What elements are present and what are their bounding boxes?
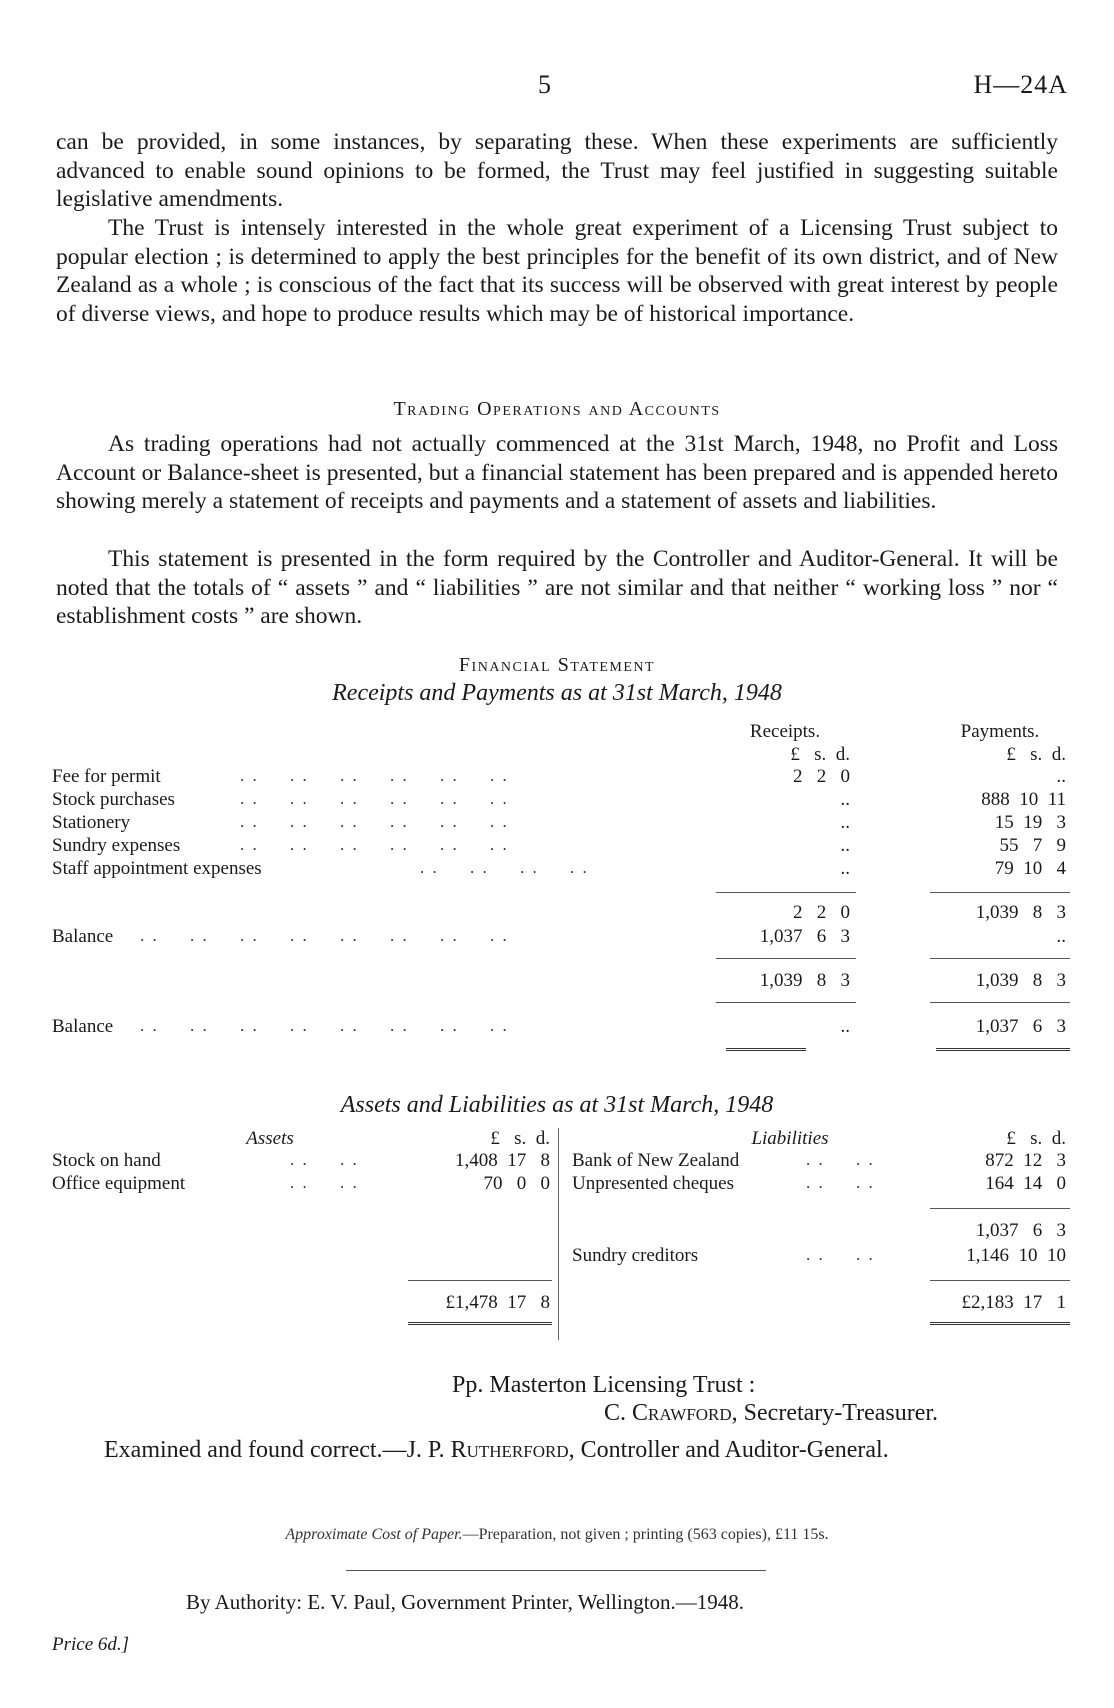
balance-label: Balance: [52, 926, 114, 947]
authority-line: By Authority: E. V. Paul, Government Printer, Wellington.—1948.: [186, 1590, 745, 1614]
double-rule: [936, 1048, 1070, 1051]
document-reference: H—24A: [973, 70, 1068, 99]
fin-row-label: Stock purchases: [52, 789, 175, 810]
balance-receipts: 1,037 6 3: [759, 926, 850, 947]
rule: [346, 1570, 766, 1571]
fin-row-label: Staff appointment expenses: [52, 858, 262, 879]
financial-subheading: Receipts and Payments as at 31st March, 1948: [332, 680, 782, 706]
paragraph-trust-interest: The Trust is intensely interested in the whole great experiment of a Licensing Trust subject to popular election ; is determined to apply the best principles for the benefit of its own district, and of New Zealand as a whole ; is conscious of the fact that its success will be observed with great interest by people of diverse views, and hope to produce results which may be of historical importance.: [56, 215, 1058, 327]
leader-dots: . . . . . . . . . . . .: [240, 766, 509, 785]
leader-dots: . . . .: [806, 1150, 875, 1169]
leader-dots: . . . .: [290, 1150, 359, 1169]
financial-heading: Financial Statement: [458, 654, 656, 676]
leader-dots: . . . .: [806, 1173, 875, 1192]
asset-amount: 1,408 17 8: [455, 1150, 550, 1171]
liability-amount: 872 12 3: [985, 1150, 1066, 1171]
liability-label: Unpresented cheques: [572, 1173, 734, 1194]
subtotal-receipts: 2 2 0: [793, 902, 850, 923]
trading-heading: Trading Operations and Accounts: [393, 398, 721, 420]
fin-row-payments: 79 10 4: [994, 858, 1066, 879]
sundry-creditors-label: Sundry creditors: [572, 1245, 699, 1266]
assets-currency: £ s. d.: [490, 1128, 550, 1149]
assets-liabilities-heading: Assets and Liabilities as at 31st March, 1948: [340, 1092, 774, 1118]
liabilities-subtotal: 1,037 6 3: [975, 1220, 1066, 1241]
fin-row-label: Fee for permit: [52, 766, 161, 787]
fin-row-receipts: ..: [840, 835, 850, 856]
auditor-name: J. P. Rutherford: [406, 1437, 569, 1463]
leader-dots: . . . .: [290, 1173, 359, 1192]
fin-row-receipts: ..: [840, 812, 850, 833]
cost-note-label: Approximate Cost of Paper.: [285, 1526, 463, 1543]
leader-dots: . . . .: [806, 1245, 875, 1264]
price-note: Price 6d.]: [52, 1634, 130, 1655]
balance-payments: ..: [1056, 926, 1066, 947]
rule: [716, 892, 856, 893]
fin-row-payments: 888 10 11: [981, 789, 1066, 810]
rule: [716, 958, 856, 959]
rule: [930, 892, 1070, 893]
liabilities-column-heading: Liabilities: [751, 1128, 829, 1149]
auditor-title: , Controller and Auditor-General.: [568, 1437, 889, 1463]
liabilities-total: £2,183 17 1: [961, 1292, 1066, 1313]
balance2-receipts: ..: [840, 1016, 850, 1037]
assets-column-heading: Assets: [246, 1128, 294, 1149]
rule: [408, 1280, 552, 1281]
total-payments: 1,039 8 3: [975, 970, 1066, 991]
fin-row-payments: 55 7 9: [999, 835, 1066, 856]
subtotal-payments: 1,039 8 3: [975, 902, 1066, 923]
leader-dots: . . . . . . . . . . . .: [240, 789, 509, 808]
liability-label: Bank of New Zealand: [572, 1150, 740, 1171]
fin-row-payments: ..: [1056, 766, 1066, 787]
rule: [930, 1002, 1070, 1003]
paragraph-statement-form: This statement is presented in the form required by the Controller and Auditor-General. It will be noted that the totals of “ assets ” and “ liabilities ” are not similar and that neither “ working loss ” nor “ establishment costs ” are shown.: [56, 546, 1058, 629]
asset-label: Office equipment: [52, 1173, 186, 1194]
leader-dots: . . . . . . . . . . . .: [240, 812, 509, 831]
receipts-currency: £ s. d.: [790, 744, 850, 765]
asset-label: Stock on hand: [52, 1150, 161, 1171]
pp-line: Pp. Masterton Licensing Trust :: [452, 1372, 756, 1398]
payments-column-header: Payments.: [960, 721, 1040, 742]
paragraph-trading: As trading operations had not actually commenced at the 31st March, 1948, no Profit and Loss Account or Balance-sheet is presented, but a financial statement has been prepared and is appended hereto showing merely a statement of receipts and payments and a statement of assets and liabilities.: [56, 431, 1058, 514]
leader-dots: . . . . . . . . . . . .: [240, 835, 509, 854]
double-rule: [408, 1322, 552, 1325]
cost-note-text: —Preparation, not given ; printing (563 copies), £11 15s.: [462, 1526, 829, 1543]
rule: [930, 1280, 1070, 1281]
total-receipts: 1,039 8 3: [759, 970, 850, 991]
liability-amount: 164 14 0: [985, 1173, 1066, 1194]
fin-row-receipts: ..: [840, 789, 850, 810]
receipts-column-header: Receipts.: [749, 721, 821, 742]
double-rule: [726, 1048, 806, 1051]
leader-dots: . . . . . . . . . . . . . . . .: [140, 1016, 509, 1035]
column-divider: [558, 1128, 559, 1340]
liabilities-currency: £ s. d.: [1006, 1128, 1066, 1149]
balance2-label: Balance: [52, 1016, 114, 1037]
rule: [716, 1002, 856, 1003]
paragraph-continued: can be provided, in some instances, by separating these. When these experiments are sufficiently advanced to enable sound opinions to be formed, the Trust may feel justified in suggesting suitable legislative amendments.: [56, 129, 1058, 212]
rule: [930, 1208, 1070, 1209]
examined-line: [104, 1437, 889, 1464]
fin-row-label: Stationery: [52, 812, 131, 833]
payments-currency: £ s. d.: [1006, 744, 1066, 765]
leader-dots: . . . . . . . .: [420, 858, 589, 877]
secretary-line: [604, 1400, 938, 1427]
examined-text: Examined and found correct.—: [104, 1437, 407, 1463]
fin-row-receipts: 2 2 0: [793, 766, 850, 787]
secretary-title: , Secretary-Treasurer.: [731, 1400, 939, 1426]
balance2-payments: 1,037 6 3: [975, 1016, 1066, 1037]
double-rule: [930, 1322, 1070, 1325]
fin-row-label: Sundry expenses: [52, 835, 181, 856]
asset-amount: 70 0 0: [483, 1173, 550, 1194]
rule: [930, 958, 1070, 959]
secretary-name: C. Crawford: [604, 1400, 732, 1426]
fin-row-receipts: ..: [840, 858, 850, 879]
page-number: 5: [538, 70, 551, 99]
cost-note: [0, 1526, 1114, 1544]
sundry-creditors-amount: 1,146 10 10: [966, 1245, 1066, 1266]
fin-row-payments: 15 19 3: [994, 812, 1066, 833]
assets-total: £1,478 17 8: [445, 1292, 550, 1313]
leader-dots: . . . . . . . . . . . . . . . .: [140, 926, 509, 945]
